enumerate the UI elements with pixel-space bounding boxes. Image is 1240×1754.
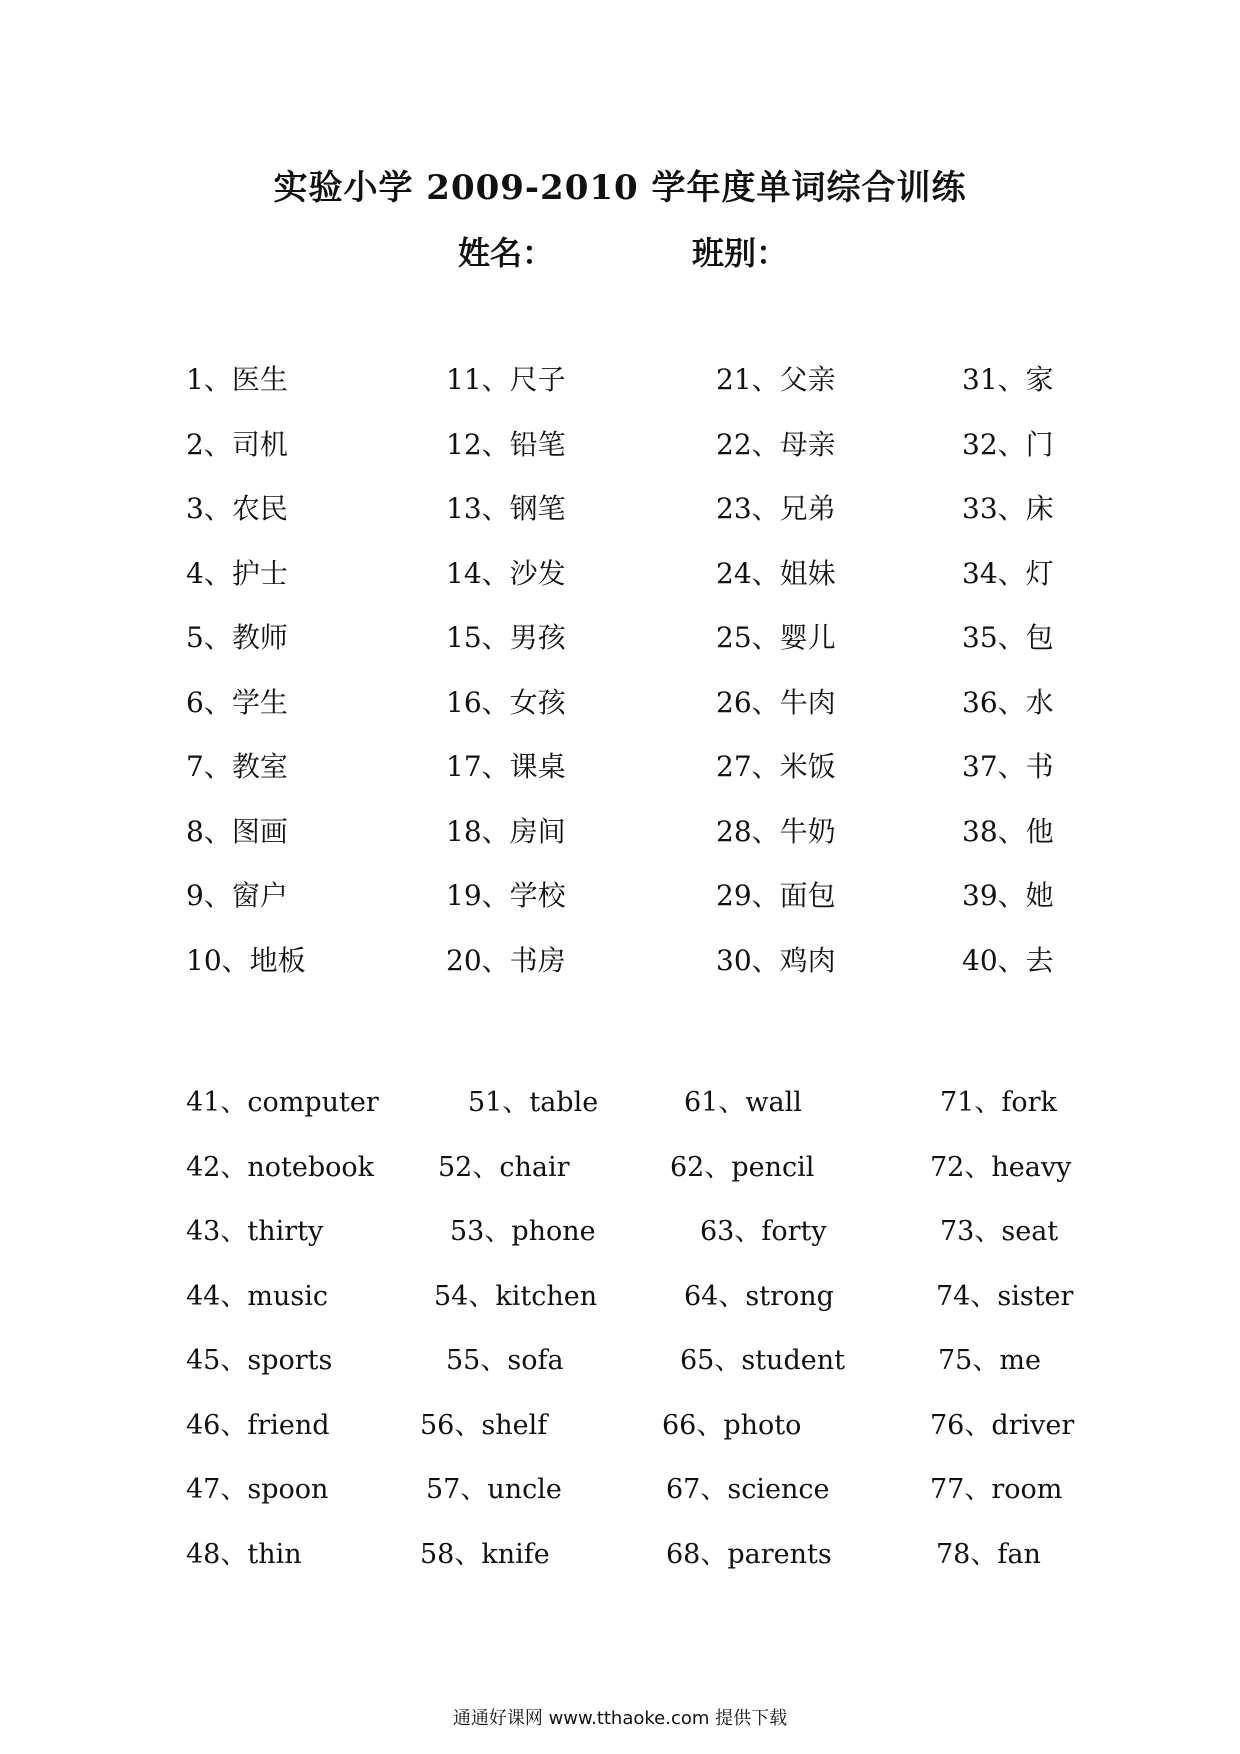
word-item: 3、农民 bbox=[186, 492, 288, 525]
word-item: 64、strong bbox=[684, 1280, 834, 1312]
footer-credit: 通通好课网 www.tthaoke.com 提供下载 bbox=[452, 1708, 788, 1729]
word-item: 44、music bbox=[186, 1280, 328, 1312]
word-item: 22、母亲 bbox=[716, 427, 836, 461]
word-item: 53、phone bbox=[450, 1216, 596, 1247]
word-item: 7、教室 bbox=[186, 750, 288, 783]
word-item: 13、钢笔 bbox=[446, 492, 566, 525]
word-item: 15、男孩 bbox=[446, 621, 566, 654]
word-item: 30、鸡肉 bbox=[716, 943, 836, 977]
word-item: 2、司机 bbox=[186, 427, 288, 461]
word-row bbox=[0, 552, 1240, 592]
word-item: 16、女孩 bbox=[446, 685, 566, 719]
word-row bbox=[0, 1532, 1240, 1572]
word-item: 47、spoon bbox=[186, 1474, 329, 1505]
word-item: 19、学校 bbox=[446, 879, 566, 912]
word-item: 20、书房 bbox=[446, 943, 566, 977]
word-item: 73、seat bbox=[940, 1216, 1059, 1247]
word-item: 43、thirty bbox=[186, 1216, 324, 1247]
word-item: 9、窗户 bbox=[186, 879, 288, 912]
word-item: 6、学生 bbox=[186, 685, 288, 719]
word-row bbox=[0, 1274, 1240, 1314]
word-item: 18、房间 bbox=[446, 814, 566, 848]
word-item: 65、student bbox=[680, 1345, 845, 1376]
word-item: 12、铅笔 bbox=[446, 427, 566, 461]
word-row bbox=[0, 616, 1240, 656]
word-item: 41、computer bbox=[186, 1087, 379, 1118]
word-item: 45、sports bbox=[186, 1345, 333, 1376]
word-item: 66、photo bbox=[662, 1409, 802, 1441]
word-item: 51、table bbox=[468, 1087, 599, 1118]
word-item: 77、room bbox=[930, 1474, 1063, 1505]
word-item: 35、包 bbox=[962, 621, 1054, 654]
word-item: 24、姐妹 bbox=[716, 556, 836, 590]
word-item: 71、fork bbox=[940, 1087, 1057, 1118]
word-item: 46、friend bbox=[186, 1409, 330, 1441]
word-item: 25、婴儿 bbox=[716, 621, 836, 654]
word-item: 75、me bbox=[938, 1345, 1041, 1376]
word-item: 37、书 bbox=[962, 750, 1054, 783]
word-item: 11、尺子 bbox=[446, 363, 566, 396]
word-item: 27、米饭 bbox=[716, 750, 836, 783]
name-label: 姓名： bbox=[458, 234, 555, 272]
word-row bbox=[0, 810, 1240, 850]
word-item: 57、uncle bbox=[426, 1474, 562, 1505]
word-item: 78、fan bbox=[936, 1538, 1041, 1570]
word-item: 4、护士 bbox=[186, 556, 288, 590]
word-item: 28、牛奶 bbox=[716, 814, 836, 848]
word-item: 52、chair bbox=[438, 1151, 570, 1183]
word-item: 42、notebook bbox=[186, 1151, 374, 1183]
word-row bbox=[0, 358, 1240, 398]
word-row bbox=[0, 681, 1240, 721]
word-item: 39、她 bbox=[962, 879, 1054, 912]
word-item: 74、sister bbox=[936, 1280, 1074, 1312]
word-item: 33、床 bbox=[962, 492, 1054, 525]
word-item: 14、沙发 bbox=[446, 556, 566, 590]
student-info-line bbox=[0, 228, 1240, 272]
word-item: 62、pencil bbox=[670, 1151, 815, 1183]
word-item: 63、forty bbox=[700, 1216, 827, 1247]
word-item: 5、教师 bbox=[186, 621, 288, 654]
word-item: 34、灯 bbox=[962, 556, 1054, 590]
word-item: 32、门 bbox=[962, 427, 1054, 461]
word-item: 56、shelf bbox=[420, 1409, 548, 1441]
word-item: 61、wall bbox=[684, 1087, 802, 1118]
word-item: 72、heavy bbox=[930, 1151, 1072, 1183]
word-row bbox=[0, 1403, 1240, 1443]
word-row bbox=[0, 1338, 1240, 1378]
word-item: 48、thin bbox=[186, 1538, 302, 1570]
word-item: 8、图画 bbox=[186, 814, 288, 848]
word-item: 40、去 bbox=[962, 943, 1054, 977]
word-item: 21、父亲 bbox=[716, 363, 836, 396]
word-item: 58、knife bbox=[420, 1538, 550, 1570]
word-item: 55、sofa bbox=[446, 1345, 564, 1376]
word-row bbox=[0, 745, 1240, 785]
word-item: 36、水 bbox=[962, 685, 1054, 719]
word-row bbox=[0, 939, 1240, 979]
class-label: 班别： bbox=[692, 234, 789, 272]
word-row bbox=[0, 1145, 1240, 1185]
word-row bbox=[0, 1080, 1240, 1120]
word-item: 67、science bbox=[666, 1474, 830, 1505]
word-item: 17、课桌 bbox=[446, 750, 566, 783]
word-item: 26、牛肉 bbox=[716, 685, 836, 719]
word-row bbox=[0, 874, 1240, 914]
word-item: 31、家 bbox=[962, 363, 1054, 396]
word-item: 68、parents bbox=[666, 1538, 832, 1570]
word-row bbox=[0, 423, 1240, 463]
word-item: 38、他 bbox=[962, 814, 1054, 848]
word-item: 1、医生 bbox=[186, 363, 288, 396]
word-row bbox=[0, 1467, 1240, 1507]
word-item: 54、kitchen bbox=[434, 1280, 598, 1312]
word-item: 76、driver bbox=[930, 1409, 1075, 1441]
word-row bbox=[0, 487, 1240, 527]
word-item: 10、地板 bbox=[186, 943, 306, 977]
page-title: 实验小学 2009-2010 学年度单词综合训练 bbox=[273, 168, 967, 208]
word-item: 29、面包 bbox=[716, 879, 836, 912]
word-row bbox=[0, 1209, 1240, 1249]
word-item: 23、兄弟 bbox=[716, 492, 836, 525]
